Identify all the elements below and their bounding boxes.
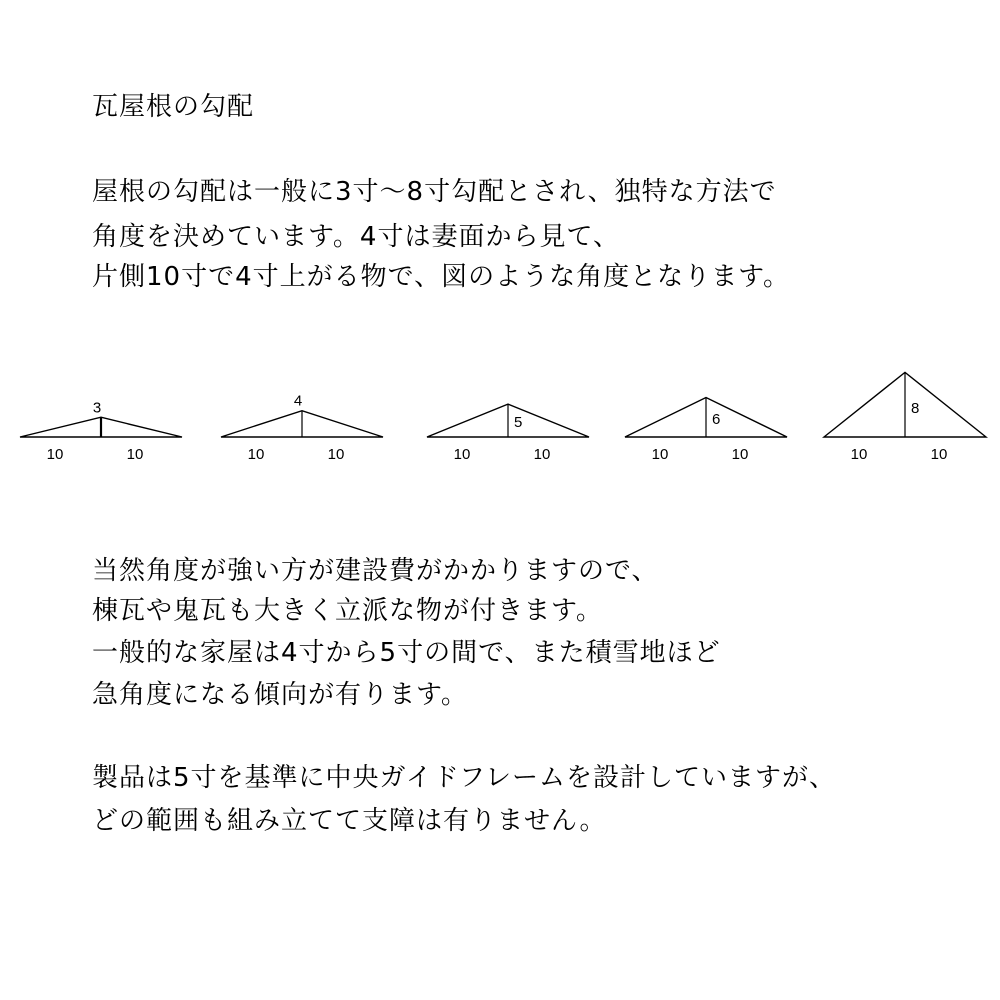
intro-line: 片側10寸で4寸上がる物で、図のような角度となります。 [92, 262, 791, 292]
closing-line: 製品は5寸を基準に中央ガイドフレームを設計していますが、 [92, 763, 836, 793]
run-label-right: 10 [327, 446, 345, 463]
body-line: 一般的な家屋は4寸から5寸の間で、また積雪地ほど [92, 638, 721, 668]
run-label-right: 10 [126, 446, 144, 463]
closing-line: どの範囲も組み立てて支障は有りません。 [92, 806, 607, 836]
rise-label: 5 [514, 414, 523, 432]
run-label-left: 10 [46, 446, 64, 463]
roof-pitch-diagram [0, 360, 1000, 480]
body-line: 急角度になる傾向が有ります。 [92, 680, 468, 710]
run-label-left: 10 [651, 446, 669, 463]
page-title: 瓦屋根の勾配 [92, 92, 255, 122]
run-label-left: 10 [850, 446, 868, 463]
intro-line: 屋根の勾配は一般に3寸～8寸勾配とされ、独特な方法で [92, 177, 777, 207]
rise-label: 8 [911, 399, 920, 417]
run-label-left: 10 [453, 446, 471, 463]
run-label-right: 10 [533, 446, 551, 463]
body-line: 当然角度が強い方が建設費がかかりますので、 [92, 556, 659, 586]
body-line: 棟瓦や鬼瓦も大きく立派な物が付きます。 [92, 596, 603, 626]
rise-label: 3 [92, 399, 102, 417]
rise-label: 6 [712, 411, 721, 429]
rise-label: 4 [293, 392, 303, 410]
run-label-left: 10 [247, 446, 265, 463]
run-label-right: 10 [930, 446, 948, 463]
intro-line: 角度を決めています。4寸は妻面から見て、 [92, 222, 620, 252]
run-label-right: 10 [731, 446, 749, 463]
